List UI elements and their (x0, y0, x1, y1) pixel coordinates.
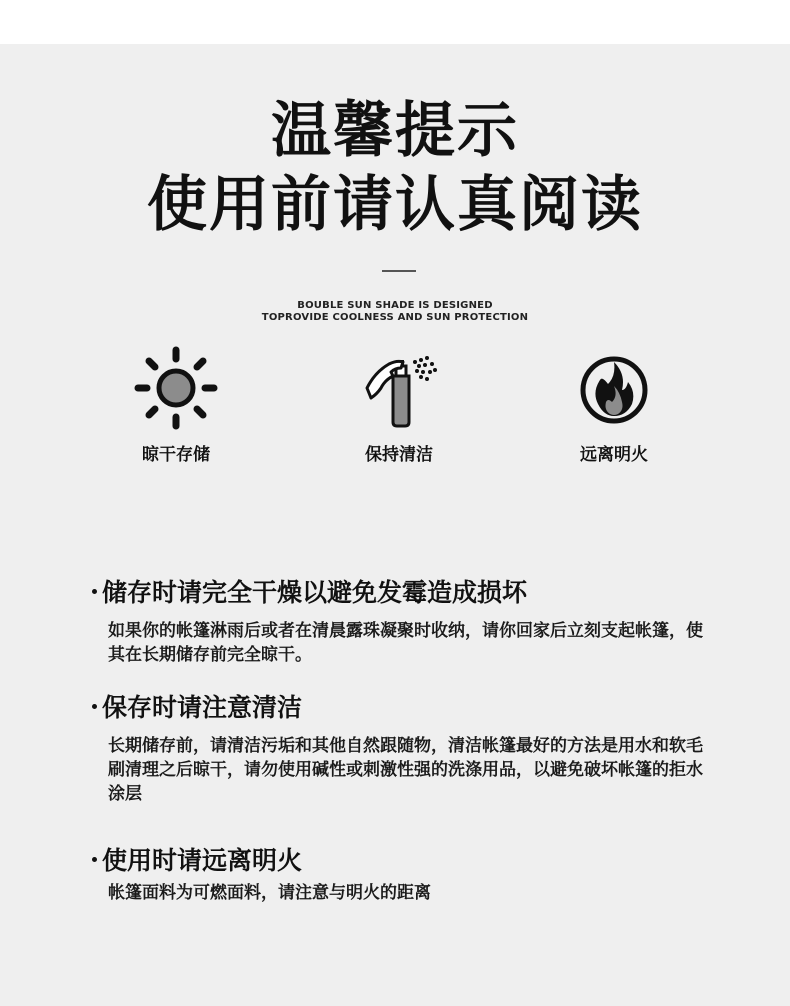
feature-label-keep-from-fire: 远离明火 (580, 445, 648, 465)
feature-keep-clean (319, 346, 479, 465)
feature-label-keep-clean: 保持清洁 (365, 445, 433, 465)
flame-icon (572, 346, 656, 430)
section-heading-keep-clean (92, 688, 302, 724)
section-heading-text: 使用时请远离明火 (102, 846, 303, 875)
title-divider (382, 270, 416, 272)
page-title: 温馨提示 (271, 96, 519, 166)
english-tagline-line1: BOUBLE SUN SHADE IS DESIGNED (297, 300, 493, 311)
english-tagline-line2: TOPROVIDE COOLNESS AND SUN PROTECTION (261, 312, 529, 323)
section-body-keep-from-fire: 帐篷面料为可燃面料，请注意与明火的距离 (108, 883, 431, 903)
feature-label-dry-storage: 晾干存储 (142, 445, 210, 465)
feature-dry-storage (96, 346, 256, 465)
section-heading-text: 储存时请完全干燥以避免发霉造成损坏 (102, 578, 528, 607)
page-subtitle: 使用前请认真阅读 (147, 170, 643, 240)
spray-bottle-icon (357, 346, 441, 430)
feature-keep-from-fire (534, 346, 694, 465)
section-heading-dry-storage (92, 573, 527, 609)
bullet-dot (92, 857, 97, 862)
section-heading-text: 保存时请注意清洁 (102, 693, 303, 722)
section-body-keep-clean: 长期储存前，请清洁污垢和其他自然跟随物，清洁帐篷最好的方法是用水和软毛刷清理之后晾干，请勿使用碱性或刺激性强的洗涤用品，以避免破坏帐篷的拒水涂层 (108, 736, 703, 804)
section-heading-keep-from-fire (92, 841, 302, 877)
bullet-dot (92, 704, 97, 709)
bullet-dot (92, 589, 97, 594)
section-body-dry-storage: 如果你的帐篷淋雨后或者在清晨露珠凝聚时收纳，请你回家后立刻支起帐篷，使其在长期储存前完全晾干。 (108, 621, 703, 665)
sun-icon (134, 346, 218, 430)
